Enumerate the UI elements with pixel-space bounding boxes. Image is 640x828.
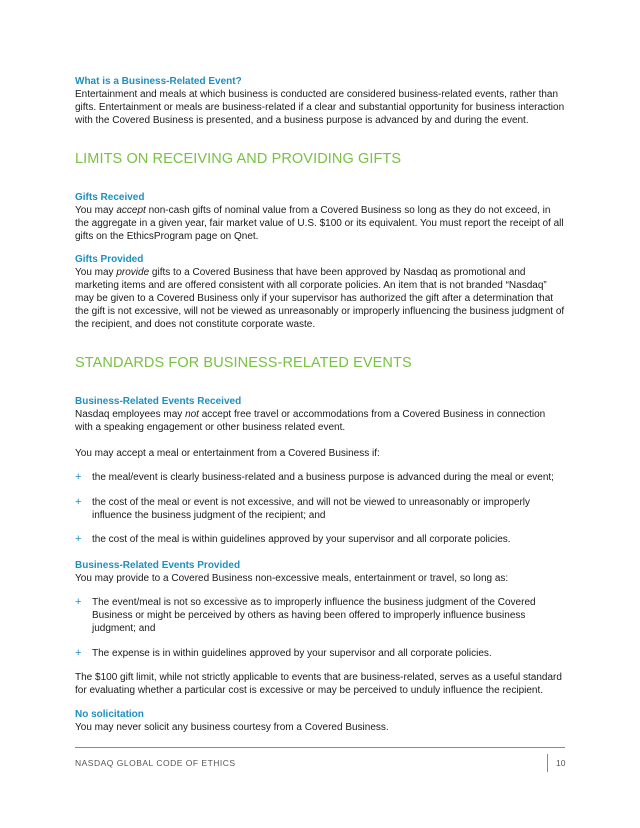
section-gifts-provided	[75, 254, 565, 331]
footer-separator	[547, 754, 548, 772]
paragraph-gifts-received	[75, 204, 565, 243]
section-title-limits-gifts: LIMITS ON RECEIVING AND PROVIDING GIFTS	[75, 151, 402, 167]
bullet-item	[75, 647, 557, 660]
plus-icon: +	[75, 533, 82, 545]
emphasis-not: not	[185, 409, 199, 420]
text-span: gifts to a Covered Business that have been approved by Nasdaq as promotional and marketing items and are offered consistent with all corporate policies. An item that is not branded “Nasdaq” may be given to a Covered Business only if your supervisor has authorized the gift after a determination that the gift is not excessive, will not be viewed as unreasonably or improperly influencing the business judgment of the recipient, and does not constitute corporate waste.	[75, 267, 565, 330]
footer-divider	[75, 747, 565, 748]
section-gifts-received	[75, 192, 565, 243]
text-span: You may	[75, 205, 117, 216]
heading-no-solicitation: No solicitation	[75, 709, 144, 720]
bullet-text: the meal/event is clearly business-related and a business purpose is advanced during the meal or event;	[92, 472, 554, 483]
emphasis-accept: accept	[116, 205, 146, 216]
heading-events-received: Business-Related Events Received	[75, 396, 242, 407]
plus-icon: +	[75, 471, 82, 483]
heading-events-provided: Business-Related Events Provided	[75, 560, 241, 571]
plus-icon: +	[75, 496, 82, 508]
section-title-standards-events: STANDARDS FOR BUSINESS-RELATED EVENTS	[75, 355, 412, 371]
footer-document-title: NASDAQ GLOBAL CODE OF ETHICS	[75, 758, 236, 768]
paragraph-accept-meal-intro: You may accept a meal or entertainment from a Covered Business if:	[75, 448, 380, 459]
bullet-text: The event/meal is not so excessive as to improperly influence the business judgment of the Covered Business or might be perceived by others as having been offered to improperly influence business judgment; and	[92, 597, 536, 634]
paragraph-events-received	[75, 408, 565, 434]
text-span: Nasdaq employees may	[75, 409, 186, 420]
bullet-item	[75, 533, 565, 546]
plus-icon: +	[75, 596, 82, 608]
text-span: accept free travel or accommodations from a Covered Business in connection with a speaking engagement or other business related event.	[75, 409, 546, 433]
bullet-text: the cost of the meal or event is not excessive, and will not be viewed to unreasonably or improperly influence the business judgment of the recipient; and	[92, 497, 531, 521]
heading-gifts-received: Gifts Received	[75, 192, 145, 203]
paragraph-gift-limit-standard: The $100 gift limit, while not strictly applicable to events that are business-related, serves as a useful standard for evaluating whether a particular cost is excessive or may be perceived to unduly influence the recipient.	[75, 672, 562, 696]
bullet-text: the cost of the meal is within guidelines approved by your supervisor and all corporate policies.	[92, 534, 511, 545]
paragraph-business-event-definition: Entertainment and meals at which business is conducted are considered business-related events, rather than gifts. Entertainment or meals are business-related if a clear and substantial opportunity for business interaction with the Covered Business is presented, and a business purpose is advanced by and during the event.	[75, 89, 565, 126]
paragraph-gifts-provided	[75, 266, 565, 331]
section-events-provided	[75, 560, 565, 585]
paragraph-events-provided-intro: You may provide to a Covered Business non-excessive meals, entertainment or travel, so long as:	[75, 573, 509, 584]
bullet-item	[75, 471, 565, 484]
page-number: 10	[556, 758, 566, 768]
emphasis-provide: provide	[116, 267, 150, 278]
text-span: non-cash gifts of nominal value from a Covered Business so long as they do not exceed, in the aggregate in a given year, fair market value of U.S. $100 or its equivalent. You must report the receipt of all gifts on the EthicsProgram page on Qnet.	[75, 205, 564, 242]
bullet-item	[75, 496, 565, 522]
heading-what-is-business-event: What is a Business-Related Event?	[75, 76, 242, 87]
paragraph-no-solicitation: You may never solicit any business courtesy from a Covered Business.	[75, 722, 389, 733]
section-business-event-definition	[75, 76, 565, 127]
bullet-text: The expense is in within guidelines approved by your supervisor and all corporate policies.	[92, 648, 492, 659]
plus-icon: +	[75, 647, 82, 659]
section-events-received	[75, 396, 565, 434]
heading-gifts-provided: Gifts Provided	[75, 254, 144, 265]
section-no-solicitation	[75, 709, 565, 734]
text-span: You may	[75, 267, 117, 278]
bullet-item	[75, 596, 557, 635]
